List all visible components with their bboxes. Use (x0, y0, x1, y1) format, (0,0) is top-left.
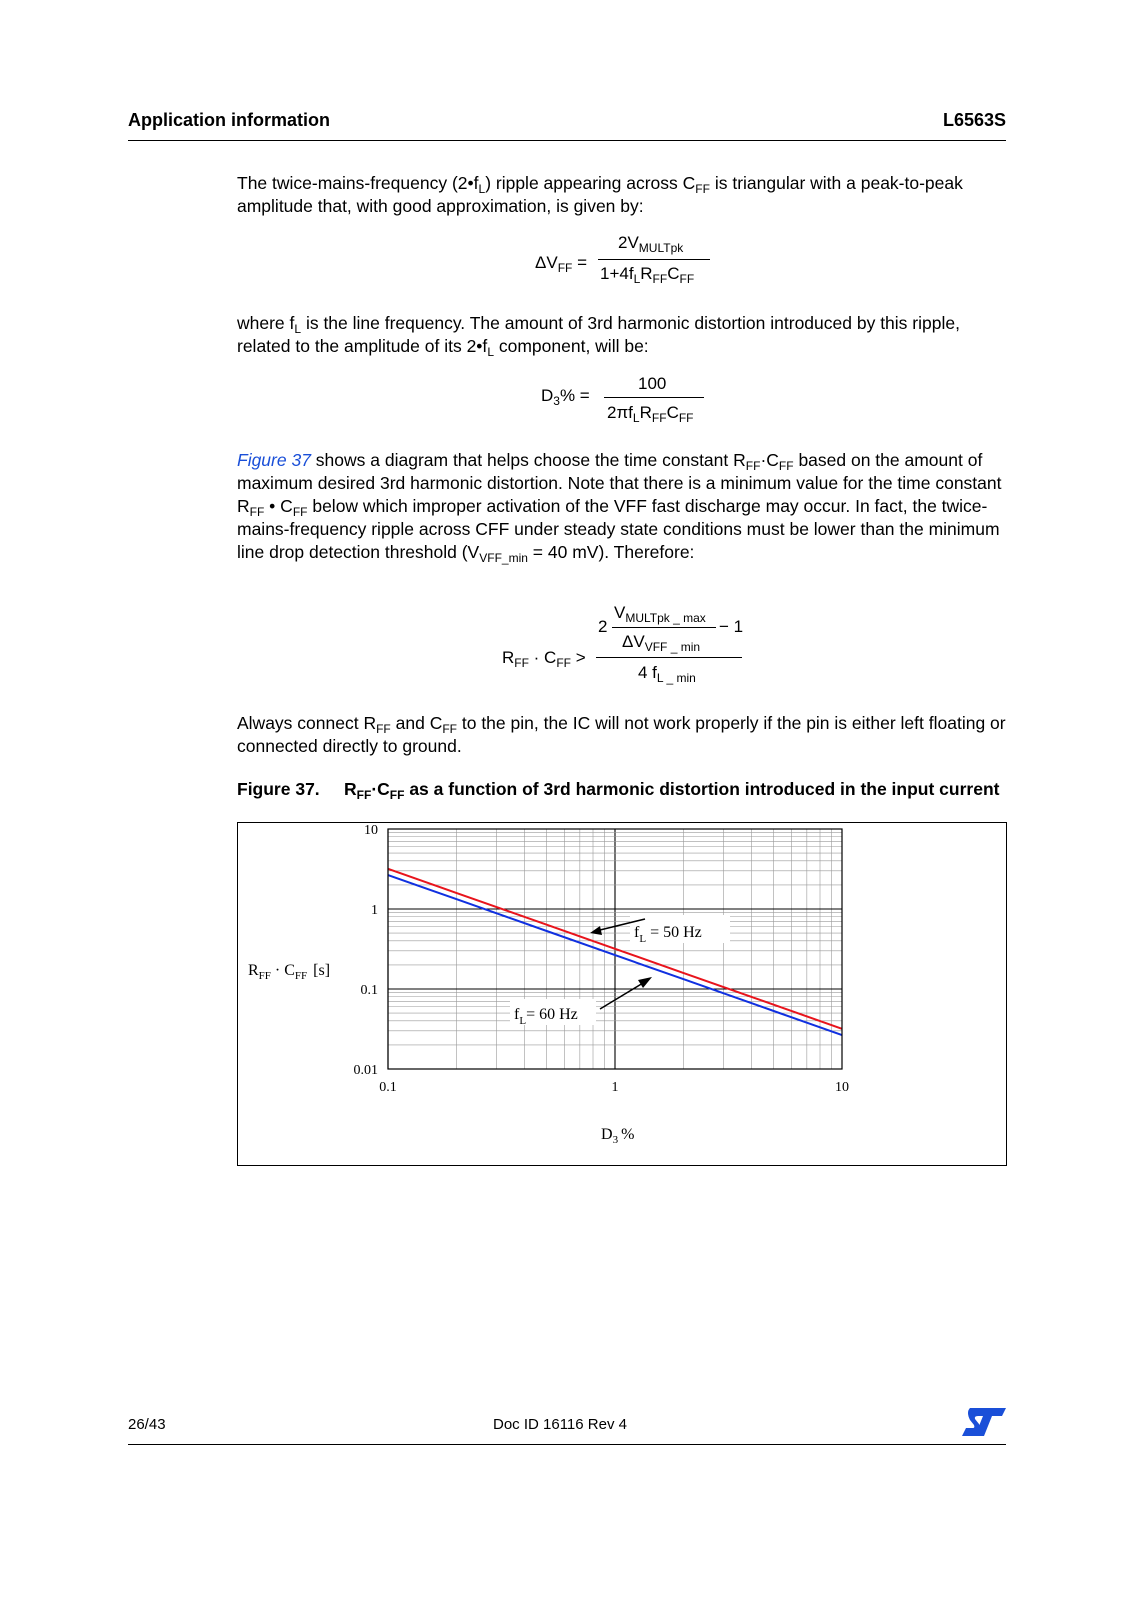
figure-frame (237, 822, 1007, 1166)
x-axis-label: $D_3$ % (601, 1126, 635, 1146)
eq3-inner-fraction-bar (612, 627, 716, 628)
eq1-lhs: $\Delta V_{FF}$ = (535, 253, 588, 275)
y-axis-label: $R_{FF} \cdot C_{FF}$ [s] (248, 962, 331, 982)
annotation-50hz: $f_L = 50$ Hz (634, 924, 702, 945)
eq1-denominator: $1+4f_LR_{FF}C_{FF}$ (600, 264, 695, 286)
st-logo-icon (962, 1406, 1008, 1438)
annotation-60hz-arrow (600, 983, 643, 1009)
y-tick-label: 0.01 (353, 1063, 378, 1078)
section-title: Application information (128, 110, 330, 130)
figure-37-link[interactable]: Figure 37 (237, 450, 311, 470)
document-id: Doc ID 16116 Rev 4 (493, 1416, 627, 1433)
paragraph-figure-ref: Figure 37 shows a diagram that helps choose the time constant $R_{FF}\cdot C_{FF}$ based on the amount of maximum desired 3rd harmonic distortion. Note that there is a minimum value for the time constant $R_{FF}$ • $C_{FF}$ below which improper activation of the VFF fast discharge may occur. In fact, the twice-mains-frequency ripple across CFF under steady state conditions must be lower than the minimum line drop detection threshold ($V_{VFF\_min} = 40$ mV). Therefore: (237, 450, 1002, 565)
header-rule (128, 140, 1006, 141)
annotation-60hz: $f_L= 60$ Hz (514, 1006, 578, 1027)
annotation-60hz-arrowhead (638, 977, 652, 988)
eq3-lhs: $R_{FF} \cdot C_{FF}$ > (502, 648, 586, 670)
eq1-fraction-bar (598, 259, 710, 260)
x-tick-label: 10 (835, 1080, 849, 1095)
eq2-denominator: $2\pi f_LR_{FF}C_{FF}$ (607, 403, 694, 425)
y-tick-label: 10 (364, 823, 378, 838)
figure-caption: Figure 37. $R_{FF}\cdot C_{FF}$ as a function of 3rd harmonic distortion introduced in the input current (237, 779, 1000, 802)
page-number: 26/43 (128, 1416, 166, 1433)
eq3-denominator: 4 $f_{L \_ min}$ (638, 663, 696, 685)
paragraph-harmonic: where $f_L$ is the line frequency. The amount of 3rd harmonic distortion introduced by this ripple, related to the amplitude of its $2•f_L$ component, will be: (237, 313, 960, 359)
eq2-lhs: $D_3\%$ = (541, 386, 590, 408)
part-number: L6563S (942, 110, 1006, 130)
figure-number: Figure 37. (237, 779, 320, 799)
eq2-numerator: 100 (638, 374, 667, 393)
eq3-two: 2 (598, 617, 608, 636)
paragraph-connect: Always connect $R_{FF}$ and $C_{FF}$ to the pin, the IC will not work properly if the pin is either left floating or connected directly to ground. (237, 713, 1006, 756)
eq3-inner-numerator: $V_{MULTpk \_ max}$ (614, 603, 706, 625)
eq3-fraction-bar (596, 657, 742, 658)
annotation-50hz-arrowhead (590, 926, 602, 935)
x-tick-label: 0.1 (379, 1080, 397, 1095)
tick-labels (354, 823, 850, 1095)
y-tick-label: 0.1 (360, 983, 378, 998)
eq2-fraction-bar (604, 397, 704, 398)
paragraph-ripple: The twice-mains-frequency $(2•f_L)$ ripple appearing across $C_{FF}$ is triangular with a peak-to-peak amplitude that, with good approximation, is given by: (237, 173, 963, 216)
x-tick-label: 1 (611, 1080, 619, 1095)
eq3-inner-denominator: $\Delta V_{VFF \_ min}$ (622, 632, 701, 654)
y-tick-label: 1 (371, 903, 378, 918)
rc-vs-distortion-chart (238, 823, 1006, 1165)
eq3-minus-one: − 1 (719, 617, 744, 636)
footer-rule (128, 1444, 1006, 1445)
eq1-numerator: $2V_{MULTpk}$ (618, 233, 684, 255)
